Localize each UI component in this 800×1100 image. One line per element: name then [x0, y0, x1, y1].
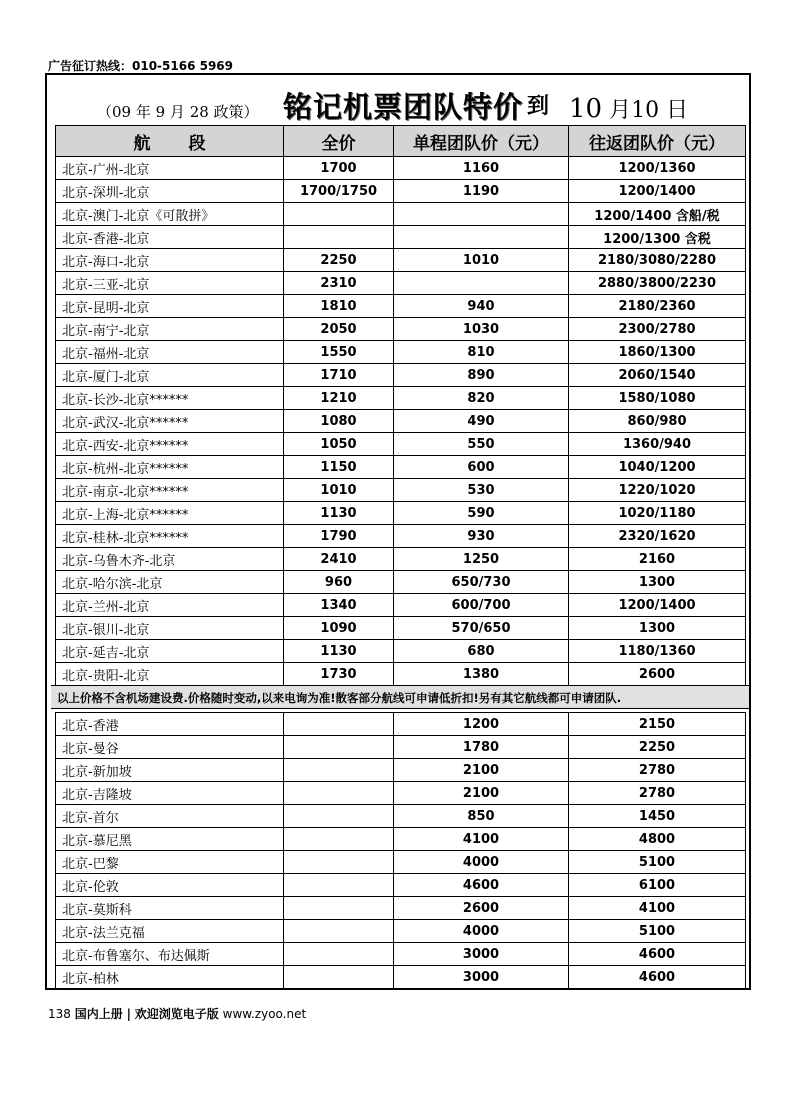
full-price-cell: 1130 — [284, 502, 394, 525]
oneway-price-cell: 550 — [394, 433, 569, 456]
international-rows — [56, 713, 746, 989]
roundtrip-price-cell: 2320/1620 — [569, 525, 746, 548]
table-row — [56, 180, 746, 203]
route-cell: 北京-吉隆坡 — [56, 782, 284, 805]
oneway-price-cell: 530 — [394, 479, 569, 502]
footer-separator: | — [126, 1007, 131, 1021]
roundtrip-price-cell: 1200/1300 含税 — [569, 226, 746, 249]
roundtrip-price-cell: 1300 — [569, 617, 746, 640]
full-price-cell: 1730 — [284, 663, 394, 686]
table-row — [56, 920, 746, 943]
roundtrip-price-cell: 1200/1360 — [569, 157, 746, 180]
full-price-cell: 1130 — [284, 640, 394, 663]
full-price-cell: 1340 — [284, 594, 394, 617]
full-price-cell — [284, 782, 394, 805]
roundtrip-price-cell: 2160 — [569, 548, 746, 571]
route-cell: 北京-延吉-北京 — [56, 640, 284, 663]
oneway-price-cell: 1160 — [394, 157, 569, 180]
roundtrip-price-cell: 1860/1300 — [569, 341, 746, 364]
oneway-price-cell: 930 — [394, 525, 569, 548]
route-cell: 北京-昆明-北京 — [56, 295, 284, 318]
full-price-cell — [284, 805, 394, 828]
table-row — [56, 272, 746, 295]
full-price-cell: 2310 — [284, 272, 394, 295]
route-cell: 北京-西安-北京****** — [56, 433, 284, 456]
roundtrip-price-cell: 5100 — [569, 920, 746, 943]
oneway-price-cell — [394, 226, 569, 249]
full-price-cell — [284, 828, 394, 851]
full-price-cell — [284, 851, 394, 874]
oneway-price-cell: 600/700 — [394, 594, 569, 617]
table-row — [56, 226, 746, 249]
route-cell: 北京-广州-北京 — [56, 157, 284, 180]
oneway-price-cell: 1030 — [394, 318, 569, 341]
full-price-cell — [284, 736, 394, 759]
roundtrip-price-cell: 1220/1020 — [569, 479, 746, 502]
column-header-oneway: 单程团队价（元） — [394, 126, 569, 157]
roundtrip-price-cell: 2300/2780 — [569, 318, 746, 341]
footer-text: 欢迎浏览电子版 — [134, 1007, 219, 1021]
full-price-cell: 2050 — [284, 318, 394, 341]
oneway-price-cell — [394, 272, 569, 295]
oneway-price-cell: 890 — [394, 364, 569, 387]
table-row — [56, 456, 746, 479]
page-number: 138 — [48, 1007, 71, 1021]
full-price-cell: 1700/1750 — [284, 180, 394, 203]
roundtrip-price-cell: 1450 — [569, 805, 746, 828]
oneway-price-cell: 820 — [394, 387, 569, 410]
table-row — [56, 640, 746, 663]
full-price-cell: 1010 — [284, 479, 394, 502]
route-cell: 北京-银川-北京 — [56, 617, 284, 640]
oneway-price-cell — [394, 203, 569, 226]
roundtrip-price-cell: 4600 — [569, 943, 746, 966]
oneway-price-cell: 490 — [394, 410, 569, 433]
oneway-price-cell: 3000 — [394, 966, 569, 989]
roundtrip-price-cell: 6100 — [569, 874, 746, 897]
table-row — [56, 571, 746, 594]
oneway-price-cell: 810 — [394, 341, 569, 364]
table-row — [56, 966, 746, 989]
route-cell: 北京-慕尼黑 — [56, 828, 284, 851]
route-cell: 北京-三亚-北京 — [56, 272, 284, 295]
full-price-cell — [284, 203, 394, 226]
table-row — [56, 433, 746, 456]
route-cell: 北京-福州-北京 — [56, 341, 284, 364]
oneway-price-cell: 1250 — [394, 548, 569, 571]
page-footer — [48, 1005, 306, 1022]
full-price-cell: 1090 — [284, 617, 394, 640]
table-row — [56, 295, 746, 318]
day-unit: 日 — [666, 98, 689, 123]
oneway-price-cell: 4000 — [394, 920, 569, 943]
oneway-price-cell: 590 — [394, 502, 569, 525]
route-cell: 北京-巴黎 — [56, 851, 284, 874]
full-price-cell: 960 — [284, 571, 394, 594]
route-cell: 北京-厦门-北京 — [56, 364, 284, 387]
oneway-price-cell: 850 — [394, 805, 569, 828]
route-cell: 北京-海口-北京 — [56, 249, 284, 272]
route-cell: 北京-兰州-北京 — [56, 594, 284, 617]
full-price-cell — [284, 966, 394, 989]
website-link[interactable]: www.zyoo.net — [222, 1007, 307, 1021]
table-row — [56, 851, 746, 874]
table-row — [56, 364, 746, 387]
table-row — [56, 548, 746, 571]
table-header-row — [56, 126, 746, 157]
roundtrip-price-cell: 4100 — [569, 897, 746, 920]
full-price-cell — [284, 920, 394, 943]
route-cell: 北京-哈尔滨-北京 — [56, 571, 284, 594]
roundtrip-price-cell: 1200/1400 — [569, 594, 746, 617]
full-price-cell: 1080 — [284, 410, 394, 433]
price-note: 以上价格不含机场建设费.价格随时变动,以来电询为准!散客部分航线可申请低折扣!另有其它航线都可申请团队. — [51, 685, 749, 709]
table-row — [56, 828, 746, 851]
table-row — [56, 943, 746, 966]
full-price-cell: 2410 — [284, 548, 394, 571]
route-cell: 北京-伦敦 — [56, 874, 284, 897]
table-row — [56, 594, 746, 617]
table-row — [56, 387, 746, 410]
price-sheet — [45, 73, 751, 990]
month-unit: 月 — [609, 98, 632, 123]
valid-month: 10 — [569, 94, 603, 124]
table-row — [56, 410, 746, 433]
title-row — [47, 81, 749, 123]
route-cell: 北京-柏林 — [56, 966, 284, 989]
roundtrip-price-cell: 1360/940 — [569, 433, 746, 456]
route-cell: 北京-深圳-北京 — [56, 180, 284, 203]
table-row — [56, 341, 746, 364]
roundtrip-price-cell: 2880/3800/2230 — [569, 272, 746, 295]
route-cell: 北京-桂林-北京****** — [56, 525, 284, 548]
title-to: 到 — [527, 94, 550, 119]
oneway-price-cell: 4000 — [394, 851, 569, 874]
oneway-price-cell: 3000 — [394, 943, 569, 966]
route-cell: 北京-布鲁塞尔、布达佩斯 — [56, 943, 284, 966]
oneway-price-cell: 1380 — [394, 663, 569, 686]
roundtrip-price-cell: 5100 — [569, 851, 746, 874]
roundtrip-price-cell: 2780 — [569, 782, 746, 805]
route-cell: 北京-澳门-北京《可散拼》 — [56, 203, 284, 226]
route-cell: 北京-南宁-北京 — [56, 318, 284, 341]
table-row — [56, 874, 746, 897]
oneway-price-cell: 4600 — [394, 874, 569, 897]
ad-hotline: 广告征订热线：010-5166 5969 — [48, 59, 234, 73]
table-row — [56, 318, 746, 341]
route-cell: 北京-香港-北京 — [56, 226, 284, 249]
full-price-cell: 1050 — [284, 433, 394, 456]
route-cell: 北京-法兰克福 — [56, 920, 284, 943]
roundtrip-price-cell: 2060/1540 — [569, 364, 746, 387]
full-price-cell — [284, 713, 394, 736]
table-row — [56, 249, 746, 272]
roundtrip-price-cell: 2600 — [569, 663, 746, 686]
route-cell: 北京-香港 — [56, 713, 284, 736]
roundtrip-price-cell: 1580/1080 — [569, 387, 746, 410]
table-row — [56, 897, 746, 920]
section-name: 国内上册 — [74, 1007, 123, 1021]
full-price-cell: 1700 — [284, 157, 394, 180]
oneway-price-cell: 1190 — [394, 180, 569, 203]
roundtrip-price-cell: 4800 — [569, 828, 746, 851]
full-price-cell: 1710 — [284, 364, 394, 387]
column-header-route: 航段 — [56, 126, 284, 157]
roundtrip-price-cell: 2180/2360 — [569, 295, 746, 318]
domestic-price-table — [55, 125, 746, 686]
oneway-price-cell: 600 — [394, 456, 569, 479]
route-cell: 北京-杭州-北京****** — [56, 456, 284, 479]
table-row — [56, 525, 746, 548]
full-price-cell: 1550 — [284, 341, 394, 364]
roundtrip-price-cell: 1200/1400 — [569, 180, 746, 203]
oneway-price-cell: 570/650 — [394, 617, 569, 640]
column-header-full-price: 全价 — [284, 126, 394, 157]
oneway-price-cell: 1200 — [394, 713, 569, 736]
table-row — [56, 663, 746, 686]
table-row — [56, 713, 746, 736]
oneway-price-cell: 2100 — [394, 759, 569, 782]
oneway-price-cell: 4100 — [394, 828, 569, 851]
roundtrip-price-cell: 1040/1200 — [569, 456, 746, 479]
route-cell: 北京-乌鲁木齐-北京 — [56, 548, 284, 571]
full-price-cell: 1210 — [284, 387, 394, 410]
table-row — [56, 502, 746, 525]
route-cell: 北京-莫斯科 — [56, 897, 284, 920]
oneway-price-cell: 2600 — [394, 897, 569, 920]
domestic-rows — [56, 157, 746, 686]
roundtrip-price-cell: 1300 — [569, 571, 746, 594]
route-cell: 北京-曼谷 — [56, 736, 284, 759]
table-row — [56, 736, 746, 759]
full-price-cell: 2250 — [284, 249, 394, 272]
table-row — [56, 782, 746, 805]
international-price-table — [55, 712, 746, 989]
full-price-cell — [284, 874, 394, 897]
column-header-roundtrip: 往返团队价（元） — [569, 126, 746, 157]
table-row — [56, 479, 746, 502]
route-cell: 北京-贵阳-北京 — [56, 663, 284, 686]
roundtrip-price-cell: 4600 — [569, 966, 746, 989]
roundtrip-price-cell: 1020/1180 — [569, 502, 746, 525]
full-price-cell — [284, 943, 394, 966]
full-price-cell: 1150 — [284, 456, 394, 479]
table-row — [56, 759, 746, 782]
oneway-price-cell: 680 — [394, 640, 569, 663]
route-cell: 北京-新加坡 — [56, 759, 284, 782]
policy-date: （09 年 9 月 28 政策） — [97, 103, 259, 121]
oneway-price-cell: 650/730 — [394, 571, 569, 594]
oneway-price-cell: 1010 — [394, 249, 569, 272]
full-price-cell: 1790 — [284, 525, 394, 548]
full-price-cell — [284, 897, 394, 920]
roundtrip-price-cell: 1180/1360 — [569, 640, 746, 663]
full-price-cell: 1810 — [284, 295, 394, 318]
route-cell: 北京-南京-北京****** — [56, 479, 284, 502]
valid-day: 10 — [631, 98, 660, 123]
full-price-cell — [284, 226, 394, 249]
valid-until-date — [569, 93, 688, 124]
roundtrip-price-cell: 2180/3080/2280 — [569, 249, 746, 272]
route-cell: 北京-首尔 — [56, 805, 284, 828]
page-title: 铭记机票团队特价 — [283, 90, 524, 124]
route-cell: 北京-上海-北京****** — [56, 502, 284, 525]
roundtrip-price-cell: 2150 — [569, 713, 746, 736]
roundtrip-price-cell: 1200/1400 含船/税 — [569, 203, 746, 226]
table-row — [56, 203, 746, 226]
route-cell: 北京-武汉-北京****** — [56, 410, 284, 433]
table-row — [56, 805, 746, 828]
oneway-price-cell: 2100 — [394, 782, 569, 805]
roundtrip-price-cell: 2250 — [569, 736, 746, 759]
roundtrip-price-cell: 860/980 — [569, 410, 746, 433]
table-row — [56, 157, 746, 180]
oneway-price-cell: 940 — [394, 295, 569, 318]
route-cell: 北京-长沙-北京****** — [56, 387, 284, 410]
table-row — [56, 617, 746, 640]
oneway-price-cell: 1780 — [394, 736, 569, 759]
full-price-cell — [284, 759, 394, 782]
roundtrip-price-cell: 2780 — [569, 759, 746, 782]
